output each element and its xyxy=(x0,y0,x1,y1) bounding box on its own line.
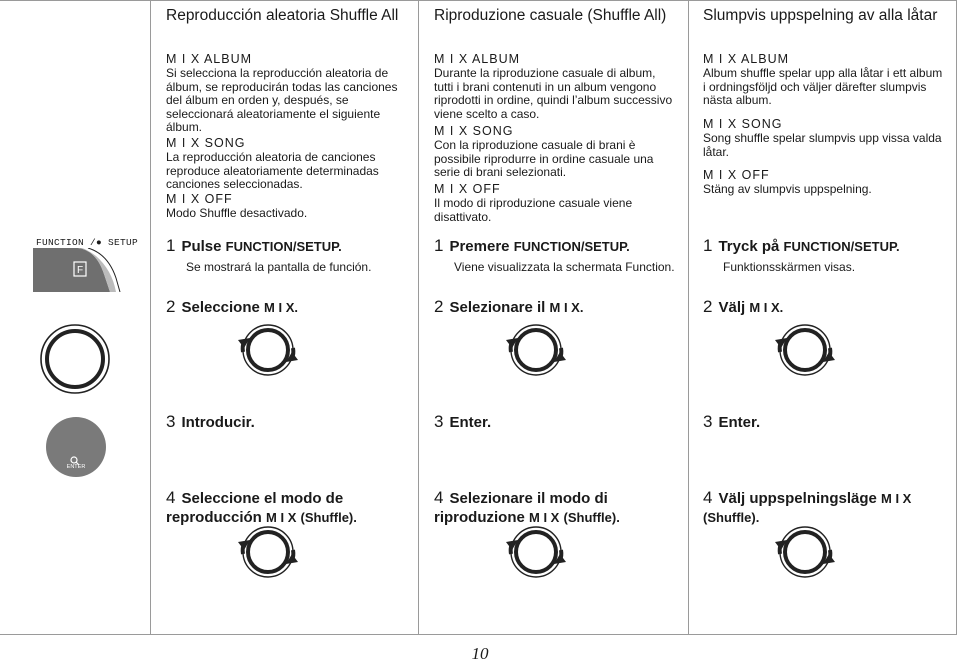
step-number: 3 xyxy=(434,412,444,431)
step-label: Selezionare il xyxy=(449,299,546,316)
step-2 xyxy=(703,297,783,317)
step-3 xyxy=(434,412,491,432)
step-number: 3 xyxy=(703,412,713,431)
jog-dial-icon xyxy=(39,323,111,395)
step-1-note: Se mostrará la pantalla de función. xyxy=(186,260,372,274)
step-1-note: Funktionsskärmen visas. xyxy=(723,260,856,274)
mode-description: Il modo di riproduzione casuale viene disattivato. xyxy=(434,196,633,224)
column-title: Riproduzione casuale (Shuffle All) xyxy=(434,7,667,24)
step-1 xyxy=(703,236,900,256)
step-key-tail: (Shuffle). xyxy=(703,510,760,525)
step-key: M I X xyxy=(529,510,560,525)
mode-heading: M I X OFF xyxy=(434,182,501,196)
step-3 xyxy=(703,412,760,432)
mode-section xyxy=(434,124,678,180)
step-number: 2 xyxy=(703,297,713,316)
mode-description: Stäng av slumpvis uppspelning. xyxy=(703,182,872,196)
rotary-knob-icon xyxy=(504,318,568,382)
mode-description: Song shuffle spelar slumpvis upp vissa valda låtar. xyxy=(703,131,942,159)
step-key: M I X. xyxy=(549,300,584,315)
step-label: Seleccione el modo de reproducción xyxy=(166,490,344,526)
step-number: 4 xyxy=(434,488,444,507)
rotary-knob-icon xyxy=(236,318,300,382)
enter-label: ENTER xyxy=(66,464,86,470)
step-number: 2 xyxy=(166,297,176,316)
column-divider xyxy=(688,0,689,634)
column-divider xyxy=(418,0,419,634)
step-label: Tryck på xyxy=(718,238,780,255)
step-number: 3 xyxy=(166,412,176,431)
function-setup-key-icon xyxy=(30,248,124,292)
step-key-tail: (Shuffle). xyxy=(300,510,357,525)
mode-section xyxy=(703,52,943,108)
mode-heading: M I X ALBUM xyxy=(434,52,521,66)
mode-description: Con la riproduzione casuale di brani è possibile riprodurre in ordine casuale una serie di brani selezionati. xyxy=(434,138,654,179)
rotary-knob-icon xyxy=(773,520,837,584)
function-key-glyph: F xyxy=(76,265,84,276)
function-setup-label: FUNCTION /● SETUP xyxy=(36,237,139,248)
top-border xyxy=(0,0,957,1)
step-number: 1 xyxy=(703,236,713,255)
column-title: Slumpvis uppspelning av alla låtar xyxy=(703,7,938,24)
mode-section xyxy=(166,136,410,192)
step-1-note: Viene visualizzata la schermata Function. xyxy=(454,260,675,274)
mode-section xyxy=(703,168,943,197)
step-label: Selezionare il modo di riproduzione xyxy=(434,490,608,526)
mode-heading: M I X SONG xyxy=(166,136,246,150)
step-3 xyxy=(166,412,255,432)
step-label: Enter. xyxy=(718,414,761,431)
rotary-knob-icon xyxy=(504,520,568,584)
step-number: 1 xyxy=(434,236,444,255)
step-key: FUNCTION/SETUP. xyxy=(513,239,630,254)
step-key: M I X. xyxy=(749,300,784,315)
mode-section xyxy=(166,52,410,135)
mode-section xyxy=(166,192,410,221)
step-label: Pulse xyxy=(181,238,222,255)
step-1 xyxy=(166,236,342,256)
step-number: 1 xyxy=(166,236,176,255)
mode-heading: M I X ALBUM xyxy=(166,52,253,66)
step-2 xyxy=(166,297,298,317)
step-key: M I X xyxy=(266,510,297,525)
step-label: Enter. xyxy=(449,414,492,431)
step-label: Introducir. xyxy=(181,414,255,431)
mode-description: Modo Shuffle desactivado. xyxy=(166,206,308,220)
step-2 xyxy=(434,297,583,317)
step-label: Välj xyxy=(718,299,746,316)
mode-heading: M I X OFF xyxy=(166,192,233,206)
mode-heading: M I X SONG xyxy=(703,117,783,131)
column-title: Reproducción aleatoria Shuffle All xyxy=(166,7,399,24)
step-1 xyxy=(434,236,630,256)
step-label: Välj uppspelningsläge xyxy=(718,490,877,507)
mode-section xyxy=(434,52,678,121)
mode-description: Durante la riproduzione casuale di album, tutti i brani contenuti in un album vengono riprodotti in ordine, quindi l’album successivo viene scelto a caso. xyxy=(434,66,673,121)
mode-description: Album shuffle spelar upp alla låtar i ett album i ordningsföljd och väljer därefter slumpvis nästa album. xyxy=(703,66,943,107)
mode-section xyxy=(703,117,943,159)
rotary-knob-icon xyxy=(236,520,300,584)
mode-section xyxy=(434,182,678,224)
step-label: Premere xyxy=(449,238,510,255)
column-divider xyxy=(956,0,957,634)
bottom-border xyxy=(0,634,957,635)
rotary-knob-icon xyxy=(773,318,837,382)
enter-button-icon xyxy=(44,415,108,481)
mode-description: La reproducción aleatoria de canciones reproduce aleatoriamente determinadas canciones seleccionadas. xyxy=(166,150,379,191)
step-key: M I X. xyxy=(264,300,298,315)
step-key: FUNCTION/SETUP. xyxy=(225,239,342,254)
step-number: 4 xyxy=(166,488,176,507)
mode-heading: M I X OFF xyxy=(703,168,770,182)
step-key-tail: (Shuffle). xyxy=(563,510,620,525)
column-divider xyxy=(150,0,151,634)
mode-heading: M I X SONG xyxy=(434,124,514,138)
page-number: 10 xyxy=(471,644,489,663)
step-number: 4 xyxy=(703,488,713,507)
mode-description: Si selecciona la reproducción aleatoria de álbum, se reproducirán todas las canciones del álbum en orden y, después, se seleccionará aleatoriamente el siguiente álbum. xyxy=(166,66,398,134)
step-key: M I X xyxy=(881,491,912,506)
step-key: FUNCTION/SETUP. xyxy=(783,239,900,254)
mode-heading: M I X ALBUM xyxy=(703,52,790,66)
step-number: 2 xyxy=(434,297,444,316)
step-label: Seleccione xyxy=(181,299,260,316)
